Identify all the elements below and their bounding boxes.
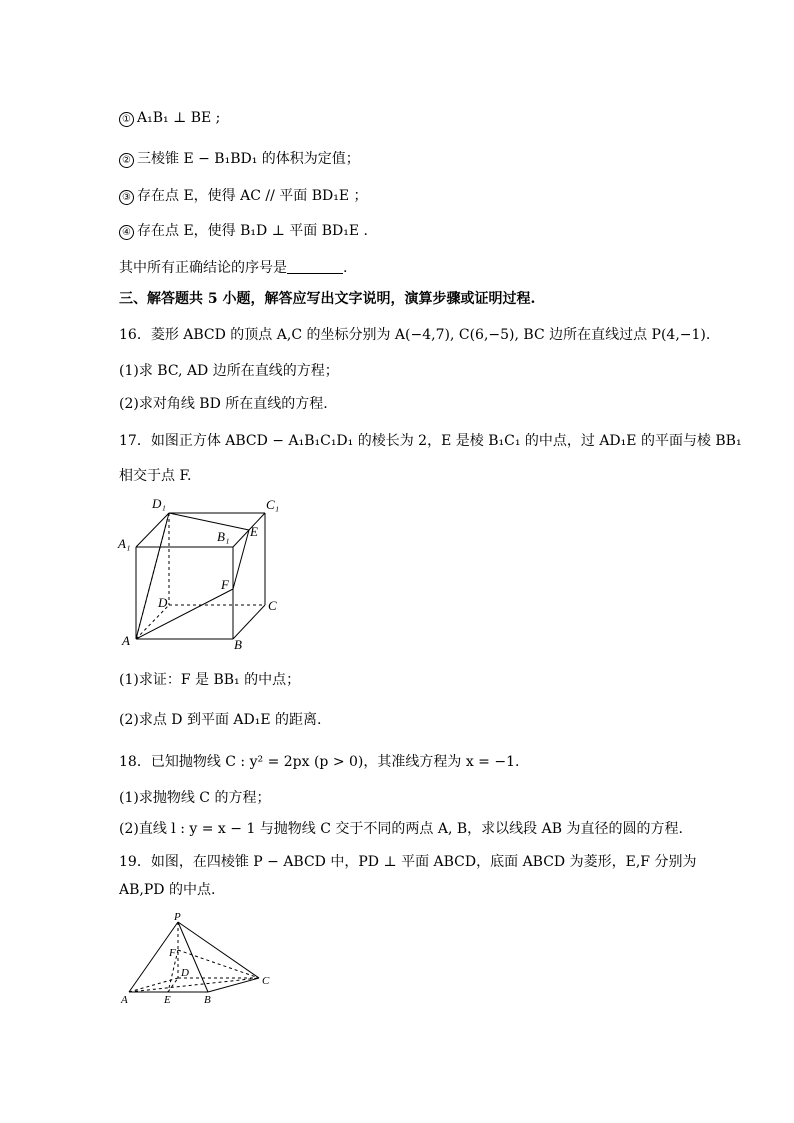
q16-stem: 16．菱形 ABCD 的顶点 A,C 的坐标分别为 A(−4,7), C(6,−5), BC 边所在直线过点 P(4,−1).: [119, 327, 711, 343]
answer-blank[interactable]: [287, 259, 343, 274]
pyramid-figure: [116, 908, 276, 1008]
q19-stem-line2: AB,PD 的中点.: [119, 882, 216, 898]
circle-number-4: ④: [119, 225, 134, 240]
q18-part2: (2)直线 l : y = x − 1 与抛物线 C 交于不同的两点 A, B，求以线段 AB 为直径的圆的方程.: [119, 821, 683, 837]
label-A1: A₁: [118, 536, 131, 551]
statement-3-text: 存在点 E，使得 AC // 平面 BD₁E ；: [137, 188, 368, 204]
label-C1: C₁: [266, 497, 280, 512]
fill-in-question: [119, 258, 347, 278]
q17-part2: (2)求点 D 到平面 AD₁E 的距离.: [119, 712, 322, 728]
q16-part2: (2)求对角线 BD 所在直线的方程.: [119, 396, 328, 412]
q17-part1: (1)求证：F 是 BB₁ 的中点；: [119, 672, 301, 688]
label-C: C: [268, 598, 277, 613]
statement-4: [119, 221, 368, 241]
statement-1: [119, 108, 220, 128]
label-P: P: [174, 911, 181, 923]
label-B1: B₁: [217, 529, 230, 544]
q16-part1: (1)求 BC, AD 边所在直线的方程；: [119, 363, 339, 379]
statement-4-text: 存在点 E，使得 B₁D ⊥ 平面 BD₁E .: [137, 223, 369, 239]
statement-2: [119, 149, 360, 169]
q17-stem-line1: 17．如图正方体 ABCD − A₁B₁C₁D₁ 的棱长为 2，E 是棱 B₁C₁ 的中点，过 AD₁E 的平面与棱 BB₁: [119, 433, 742, 449]
label-C: C: [262, 975, 270, 987]
label-E: E: [164, 994, 171, 1006]
label-E: E: [250, 524, 258, 539]
fill-prompt: 其中所有正确结论的序号是: [119, 260, 287, 276]
circle-number-3: ③: [119, 190, 134, 205]
q17-stem-line2: 相交于点 F.: [119, 468, 192, 484]
cube-figure: [112, 492, 292, 654]
fill-suffix: .: [343, 260, 348, 276]
statement-3: [119, 186, 368, 206]
circle-number-2: ②: [119, 153, 134, 168]
q18-stem: 18．已知抛物线 C : y² = 2px (p > 0)，其准线方程为 x = −1.: [119, 754, 520, 770]
label-F: F: [169, 947, 176, 959]
label-A: A: [122, 633, 130, 648]
section-header: 三、解答题共 5 小题，解答应写出文字说明，演算步骤或证明过程.: [119, 291, 536, 307]
statement-1-text: A₁B₁ ⊥ BE ;: [137, 110, 221, 126]
label-B: B: [204, 994, 211, 1006]
label-A: A: [121, 994, 128, 1006]
label-B: B: [234, 637, 242, 652]
circle-number-1: ①: [119, 112, 134, 127]
q19-stem-line1: 19．如图，在四棱锥 P − ABCD 中，PD ⊥ 平面 ABCD，底面 ABCD 为菱形，E,F 分别为: [119, 854, 697, 870]
label-F: F: [221, 577, 229, 592]
statement-2-text: 三棱锥 E − B₁BD₁ 的体积为定值；: [137, 151, 360, 167]
label-D1: D₁: [152, 496, 166, 511]
q18-part1: (1)求抛物线 C 的方程；: [119, 790, 271, 806]
label-D: D: [181, 967, 189, 979]
label-D: D: [158, 595, 168, 610]
